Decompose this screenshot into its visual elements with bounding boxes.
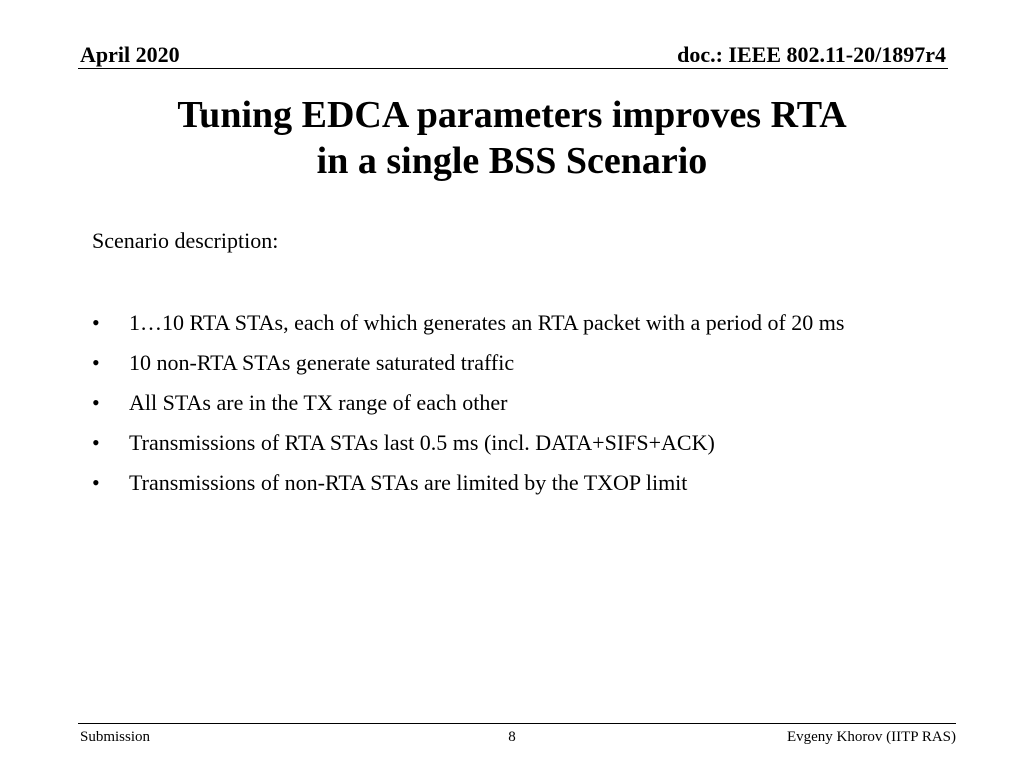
bullet-item: [92, 387, 932, 419]
footer-author: Evgeny Khorov (IITP RAS): [786, 729, 956, 745]
bullet-item: [92, 307, 932, 339]
bullet-item: [92, 467, 932, 499]
bullet-icon: •: [92, 310, 100, 335]
footer-divider: [78, 723, 956, 724]
bullet-text: Transmissions of non-RTA STAs are limited by the TXOP limit: [129, 470, 688, 495]
slide-title-line-1: Tuning EDCA parameters improves RTA: [177, 94, 847, 136]
bullet-icon: •: [92, 430, 100, 455]
bullet-text: Transmissions of RTA STAs last 0.5 ms (incl. DATA+SIFS+ACK): [129, 430, 715, 455]
slide-title: [0, 92, 1024, 184]
footer-submission: Submission: [80, 729, 151, 745]
slide-title-line-2: in a single BSS Scenario: [316, 140, 708, 182]
bullet-item: [92, 347, 932, 379]
bullet-text: All STAs are in the TX range of each other: [129, 390, 508, 415]
bullet-text: 10 non-RTA STAs generate saturated traffic: [129, 350, 515, 375]
bullet-item: [92, 427, 932, 459]
header-divider: [78, 68, 948, 69]
header-date: April 2020: [80, 42, 180, 67]
header-doc-id: doc.: IEEE 802.11-20/1897r4: [677, 42, 946, 67]
bullet-list: [92, 307, 932, 507]
bullet-icon: •: [92, 390, 100, 415]
bullet-icon: •: [92, 470, 100, 495]
scenario-intro: Scenario description:: [92, 228, 279, 253]
page-number: 8: [508, 729, 516, 745]
bullet-icon: •: [92, 350, 100, 375]
bullet-text: 1…10 RTA STAs, each of which generates an RTA packet with a period of 20 ms: [129, 310, 845, 335]
